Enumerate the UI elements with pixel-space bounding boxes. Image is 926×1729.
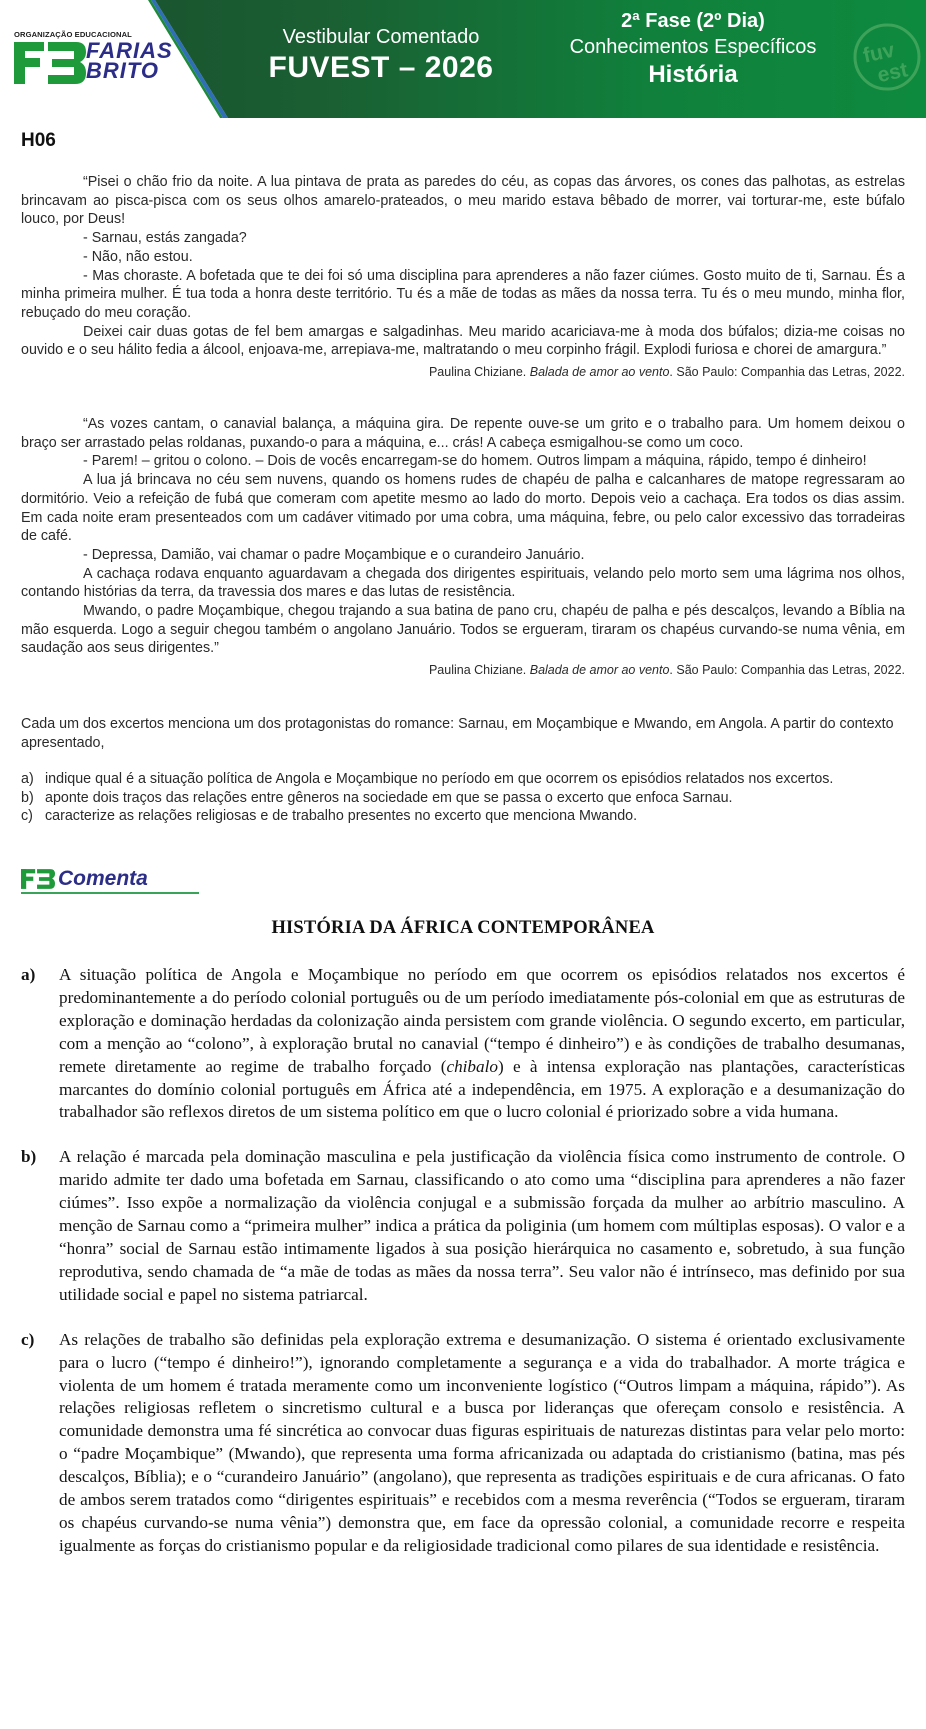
excerpt-paragraph: “Pisei o chão frio da noite. A lua pintava de prata as paredes do céu, as copas das árvores, os cones das palhotas, as estrelas brincavam ao pisca-pisca com os seus olhos amarelo-prateados, o meu marido estava bêbado de morrer, vai torturar-me, este búfalo louco, por Deus!	[21, 174, 905, 228]
fb-comenta-badge	[21, 866, 199, 894]
item-label: c)	[21, 808, 33, 824]
comenta-underline	[21, 892, 199, 894]
excerpt-paragraph: Deixei cair duas gotas de fel bem amargas e salgadinhas. Meu marido acariciava-me à moda dos búfalos; dizia-me coisas no ouvido e o seu hálito fedia a álcool, enjoava-me, arrepiava-me, maltratando o meu corpinho frágil. Explodi furiosa e chorei de amargura.”	[21, 323, 905, 359]
item-text: indique qual é a situação política de Angola e Moçambique no período em que ocorrem os episódios relatados nos excertos.	[45, 771, 834, 787]
answer-text: A relação é marcada pela dominação masculina e pela justificação da violência física como instrumento de controle. O marido admite ter dado uma bofetada em Sarnau, classificando o ato como uma “disciplina para aprenderes a não fazer ciúmes”. Isso expõe a normalização da violência conjugal e a submissão forçada da mulher ao arbítrio masculino. A menção de Sarnau como a “primeira mulher” indica a prática da poliginia (um homem com múltiplas esposas). O valor e a “honra” social de Sarnau estão intimamente ligados à sua posição hierárquica no casamento e, sobretudo, à sua função reprodutiva, sendo chamada de “a mãe de todas as mães da nossa terra”. Seu valor não é intrínseco, mas definido por sua utilidade social e papel no sistema patriarcal.	[59, 1147, 905, 1304]
citation-author: Paulina Chiziane.	[428, 365, 530, 380]
excerpt-paragraph: Mwando, o padre Moçambique, chegou trajando a sua batina de pano cru, chapéu de palha e pés descalços, levando a Bíblia na mão esquerda. Logo a seguir chegou também o angolano Januário. Todos se ergueram, tiraram os chapéus curvando-se numa vênia, em saudação aos seus dirigentes.”	[21, 603, 905, 657]
item-label: b)	[21, 789, 34, 806]
item-label: a)	[21, 771, 34, 787]
logo-wordmark	[86, 38, 173, 83]
item-text: caracterize as relações religiosas e de trabalho presentes no excerto que menciona Mwando.	[45, 808, 638, 824]
answer-text-italic: chibalo	[446, 1056, 498, 1076]
answer-text: As relações de trabalho são definidas pela exploração extrema e desumanização. O sistema é orientado exclusivamente para o lucro (“tempo é dinheiro!”), ignorando completamente a segurança e a vida do trabalhador. A morte trágica e violenta de um homem é tratada meramente como um inconveniente logístico (“Outros limpam a máquina, rápido”). As relações religiosas refletem o sincretismo cultural e a busca por lideranças que ofereçam consolo e resistência. A comunidade demonstra uma fé sincrética ao convocar duas figuras espirituais de naturezas distintas para velar pelo morto: o “padre Moçambique” (Mwando), que representa uma forma africanizada ou adaptada do cristianismo (batina, mas pés descalços, Bíblia); e o “curandeiro Januário” (angolano), que representa as tradições espirituais e de cura africanas. O fato de ambos serem tratados como “dirigentes espirituais” e recebidos com a mesma reverência (“Todos se ergueram, tiraram os chapéus curvando-se numa vênia”) demonstra que, em face da opressão colonial, a comunidade recorre e respeita igualmente as forças do cristianismo popular e da religiosidade tradicional como pilares de sua identidade e resistência.	[59, 1329, 905, 1555]
citation-title: Balada de amor ao vento	[529, 365, 670, 380]
citation-publisher: . São Paulo: Companhia das Letras, 2022.	[669, 663, 905, 678]
question-prompt	[21, 715, 905, 752]
fb-logo-mark-icon	[21, 869, 55, 889]
answer-label: c)	[21, 1329, 35, 1349]
excerpt-paragraph: A cachaça rodava enquanto aguardavam a chegada dos dirigentes espirituais, velando pelo morto sem uma lágrima nos olhos, contando histórias da terra, da travessia dos mares e das lutas de resistência.	[21, 565, 905, 601]
excerpt-citation	[21, 661, 905, 680]
citation-title: Balada de amor ao vento	[529, 663, 670, 678]
question-item-c	[21, 807, 861, 826]
citation-publisher: . São Paulo: Companhia das Letras, 2022.	[669, 365, 905, 380]
answer-text-part: ) e à intensa exploração nas plantações, características marcantes do domínio colonial português em África até a independência, em 1975. A exploração e a desumanização do trabalhador são reflexos diretos de um sistema político em que o lucro colonial é priorizado sobre a vida humana.	[59, 1056, 905, 1122]
logo-name-line2: BRITO	[86, 58, 160, 83]
answer-label: b)	[21, 1147, 37, 1167]
exam-phase: 2ª Fase (2º Dia)	[621, 10, 765, 32]
excerpt-dialogue-line: - Depressa, Damião, vai chamar o padre Moçambique e o curandeiro Januário.	[83, 546, 585, 563]
excerpt-1	[21, 173, 905, 382]
answers	[21, 964, 905, 1580]
excerpt-citation	[21, 363, 905, 382]
excerpt-dialogue-line: - Parem! – gritou o colono. – Dois de vocês encarregam-se do homem. Outros limpam a máquina, rápido, tempo é dinheiro!	[83, 453, 867, 470]
fuvest-seal-icon	[852, 22, 922, 92]
answer-label: a)	[21, 965, 36, 984]
answer-c	[21, 1329, 905, 1558]
question-id: H06	[21, 130, 56, 151]
logo-organization-text: ORGANIZAÇÃO EDUCACIONAL	[14, 30, 132, 39]
section-title: HISTÓRIA DA ÁFRICA CONTEMPORÂNEA	[271, 918, 655, 938]
answer-b	[21, 1146, 905, 1306]
answer-text	[59, 964, 905, 1124]
excerpt-2	[21, 415, 905, 680]
question-item-a	[21, 770, 861, 789]
question-item-b	[21, 789, 861, 808]
excerpt-dialogue-line: - Sarnau, estás zangada?	[83, 230, 247, 247]
comenta-label: Comenta	[58, 867, 148, 890]
svg-text:est: est	[875, 58, 910, 88]
logo-name-line1: FARIAS	[86, 38, 173, 63]
exam-area: Conhecimentos Específicos	[569, 36, 817, 58]
excerpt-dialogue-line: - Não, não estou.	[83, 248, 193, 265]
answer-text-part: A situação política de Angola e Moçambique no período em que ocorrem os episódios relatados nos excertos é predominantemente a do período colonial português ou de um período imediatamente pós-colonial em que as estruturas de exploração e dominação herdadas da colonização ainda persistem com grande violência. O segundo excerto, em particular, com a menção ao “colono”, à exploração brutal no canavial (“tempo é dinheiro”) e às condições de trabalho desumanas, remete diretamente ao regime de trabalho forçado (	[59, 965, 905, 1076]
question-items	[21, 770, 861, 826]
exam-info-block	[548, 8, 838, 90]
prompt-text: Cada um dos excertos menciona um dos protagonistas do romance: Sarnau, em Moçambique e Mwando, em Angola. A partir do contexto apresentado,	[21, 716, 894, 751]
exam-title-block	[236, 24, 526, 86]
citation-author: Paulina Chiziane.	[428, 663, 530, 678]
farias-brito-logo	[14, 30, 173, 88]
item-text: aponte dois traços das relações entre gêneros na sociedade em que se passa o excerto que enfoca Sarnau.	[45, 789, 733, 806]
excerpt-paragraph: A lua já brincava no céu sem nuvens, quando os homens rudes de chapéu de palha e calcanhares de matope regressaram ao dormitório. Veio a refeição de fubá que comeram com apetite mesmo ao lado do morto. Depois veio a cachaça. Era todos os dias assim. Em cada noite eram presenteados com um cadáver vitimado por uma cobra, uma máquina, febre, ou pelo calor excessivo das torradeiras de café.	[21, 472, 905, 545]
excerpt-paragraph: “As vozes cantam, o canavial balança, a máquina gira. De repente ouve-se um grito e o trabalho para. Um homem deixou o braço ser arrastado pelas roldanas, puxando-o para a máquina, e... crás! A cabeça esmigalhou-se como um coco.	[21, 416, 905, 451]
exam-title: FUVEST – 2026	[268, 51, 494, 84]
exam-subtitle: Vestibular Comentado	[282, 26, 480, 48]
answer-a	[21, 964, 905, 1124]
svg-text:fuv: fuv	[860, 38, 897, 68]
header-banner	[0, 0, 926, 118]
fb-logo-mark-icon	[14, 42, 86, 84]
exam-subject: História	[648, 61, 738, 88]
excerpt-paragraph: - Mas choraste. A bofetada que te dei foi só uma disciplina para aprenderes a não fazer ciúmes. Gosto muito de ti, Sarnau. És a minha primeira mulher. É tua toda a honra deste território. Tu és a mãe de todas as mães da nossa terra. Tu és o meu mundo, minha flor, rebuçado do meu coração.	[21, 267, 905, 321]
